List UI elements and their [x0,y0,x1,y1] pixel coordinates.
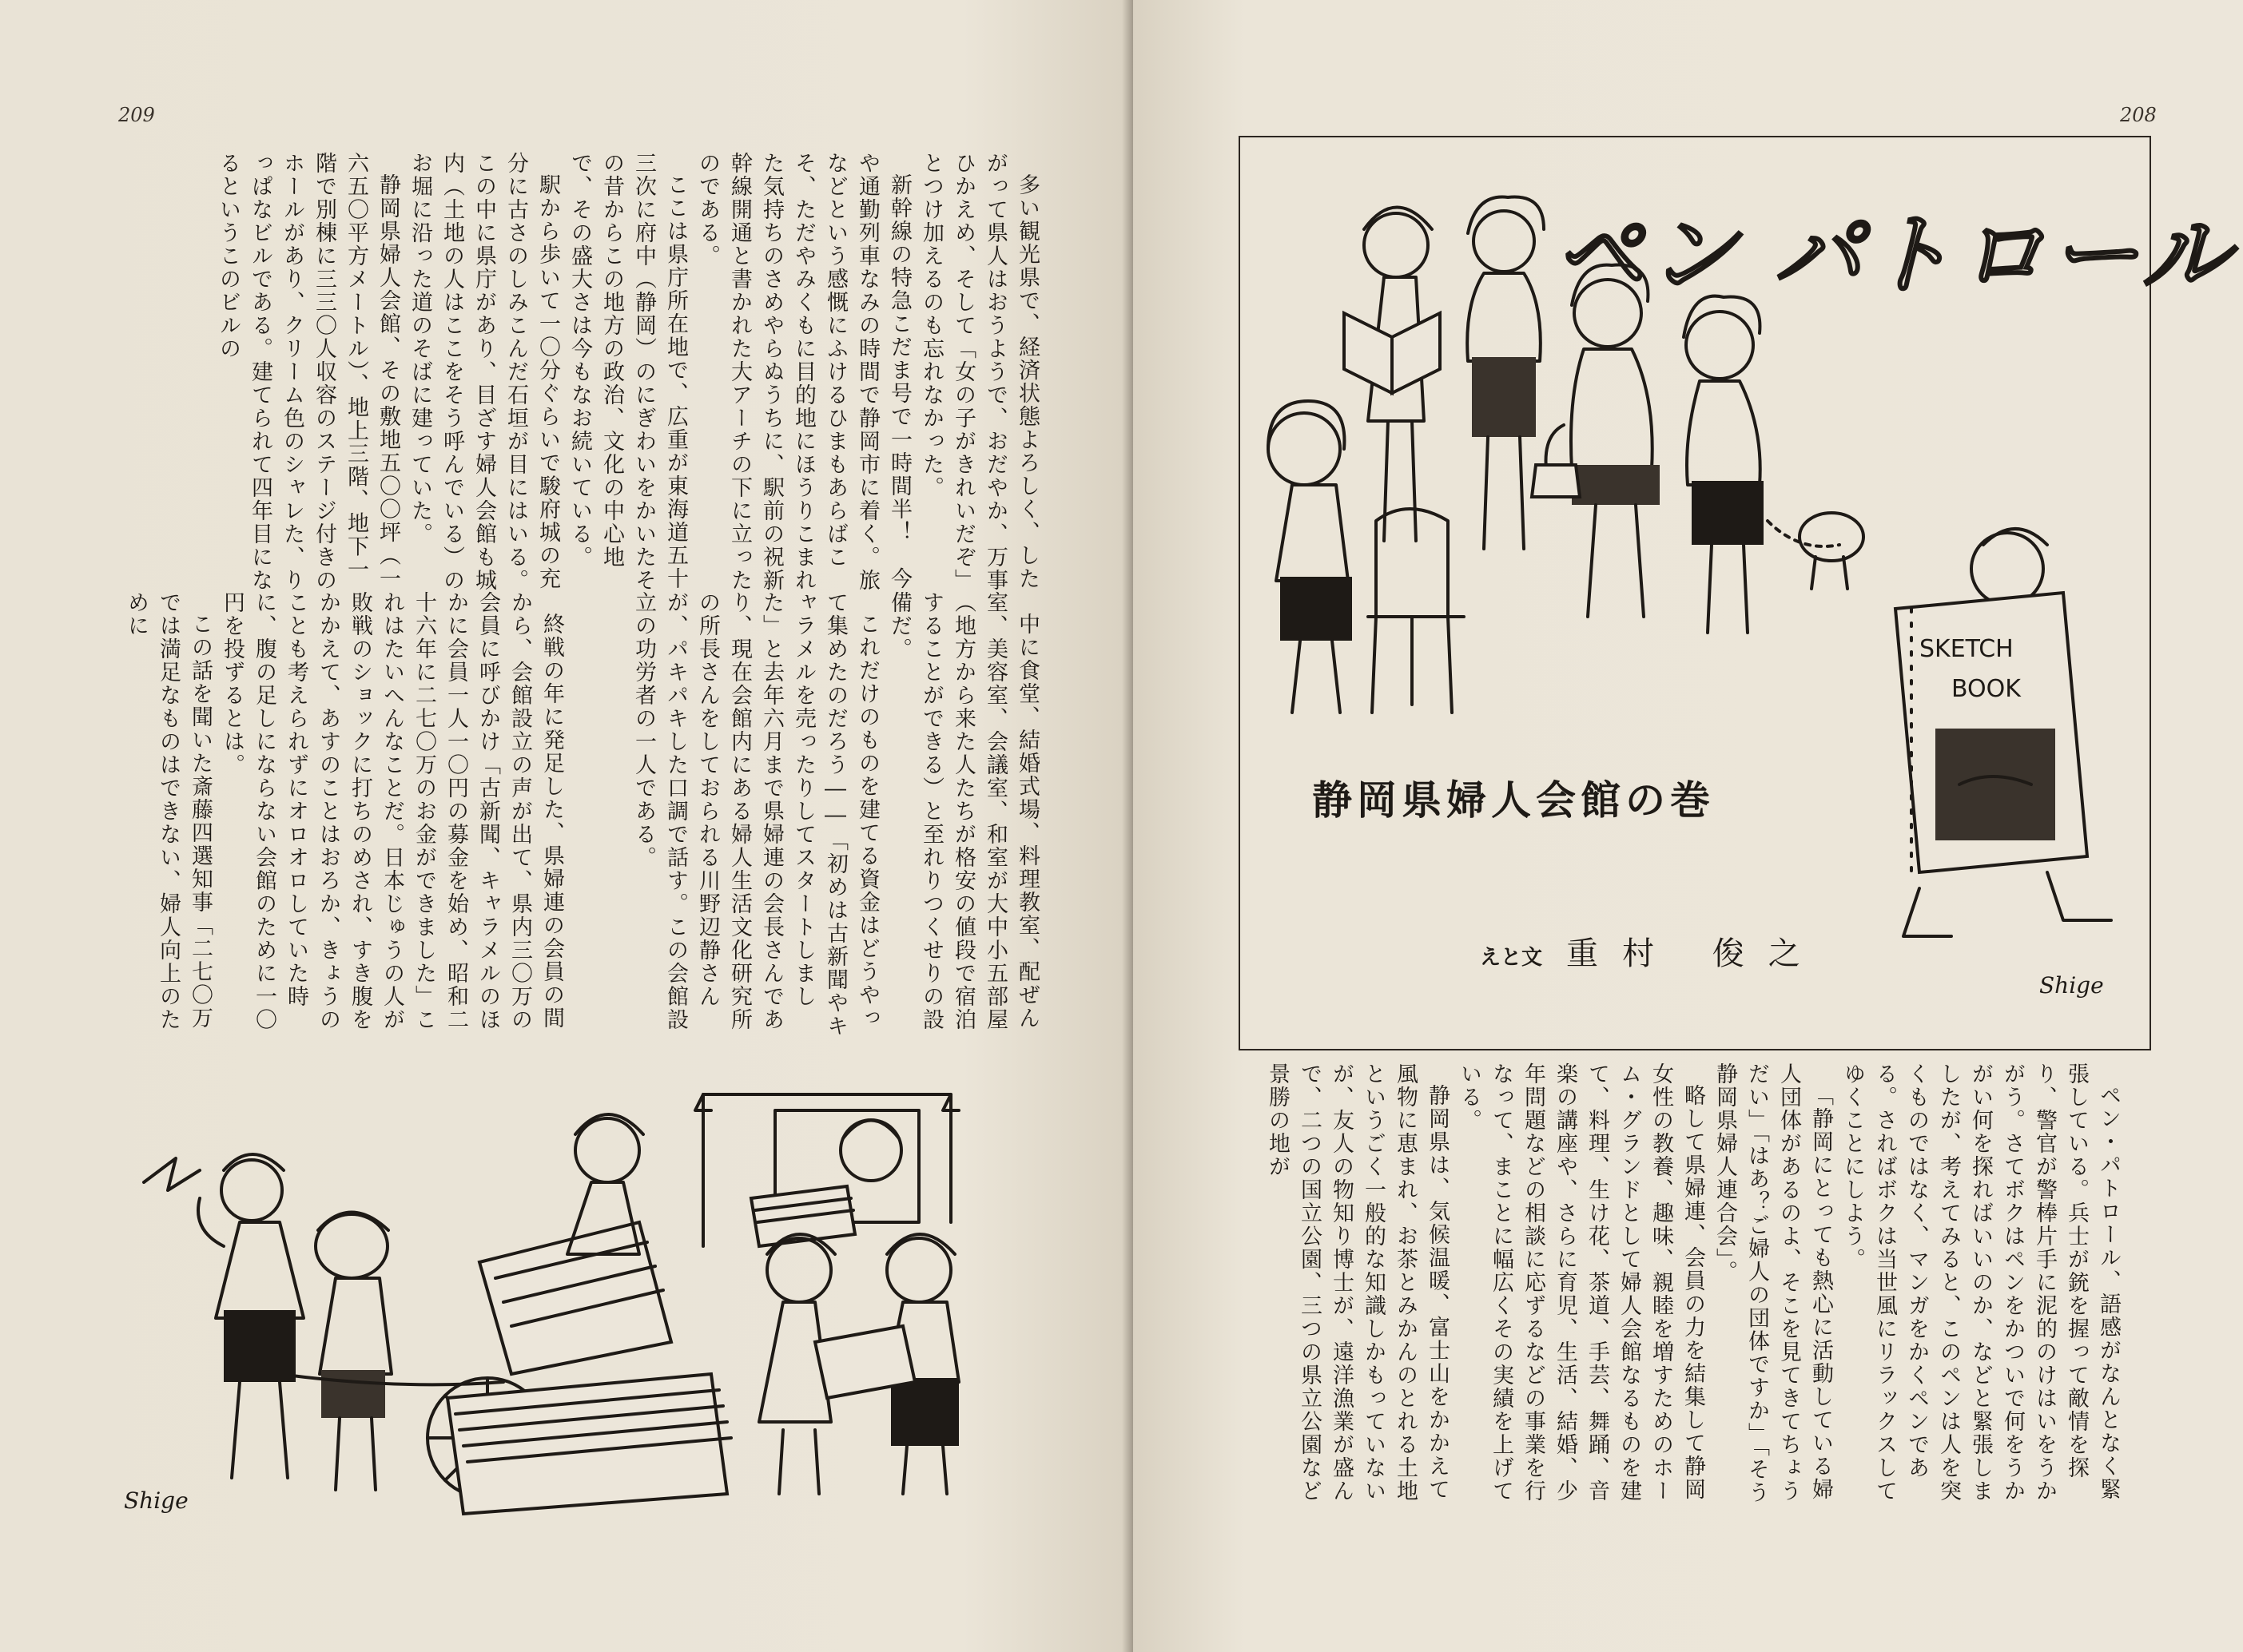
paragraph: 終戦の年に発足した、県婦連の会員の間から、会館設立の声が出て、県内三〇万の会員に呼びかけ「古新聞、キャラメルのほかに会員一人一〇円の募金を始め、昭和二十六年に二七〇万のお金ができました」これはたいへんなことだ。日本じゅうの人が敗戦のショックに打ちのめされ、すき腹をかかえて、あすのことはおろか、きょうのことも考えられずにオロオロしていた時に、腹の足しにならない会館のために一〇円を投ずるとは。 [220,591,564,1031]
paragraph: ペン・パトロール、語感がなんとなく緊張している。兵士が銃を握って敵情を探り、警官が警棒片手に泥的のけはいをうかがう。さてボクはペンをかついで何をうかがい何を探ればいいのか、などと緊張しましたが、考えてみると、このペンは人を突くものではなく、マンガをかくペンである。さればボクは当世風にリラックスしてゆくことにしよう。 [1840,1062,2121,1503]
paragraph: これだけのものを建てる資金はどうやって集めたのだろう――「初めは古新聞やキャラメルを売ったりしてスタートしました」と去年六月まで県婦連の会長さんであり、現在会館内にある婦人生活文化研究所の所長さんをしておられる川野辺静さんが、パキパキした口調で話す。この会館設立の功労者の一人である。 [631,591,880,1038]
newspaper-collection-illustration [112,1062,1055,1526]
paragraph: 略して県婦連、会員の力を結集して静岡女性の教養、趣味、親睦を増すためのホーム・グランドとして婦人会館なるものを建て、料理、生け花、茶道、手芸、舞踊、音楽の講座や、さらに育児、生活、結婚、少年問題などの相談に応ずるなどの事業を行なって、まことに幅広くその実績を上げている。 [1457,1062,1705,1503]
left-text-upper [120,152,1043,599]
paragraph: 新幹線の特急こだま号で一時間半！ 今や通勤列車なみの時間で静岡市に着く。旅などという感慨にふけるひまもあらばこそ、ただやみくもに目的地にほうりこまれた気持ちのさめやらぬうちに、駅前の祝新幹線開通と書かれた大アーチの下に立ったのである。 [695,152,912,592]
women-group-illustration [1256,185,1863,729]
illustration-signature: Shige [124,1487,189,1514]
article-title: 静岡県婦人会館の巻 [1312,777,1715,824]
paragraph: この話を聞いた斎藤四選知事「二七〇万では満足なものはできない、婦人向上のために [124,591,213,1031]
illustration-signature-right: Shige [2039,972,2104,999]
paragraph: 静岡県婦人会館、その敷地五〇〇坪（一六五〇平方メートル）、地上三階、地下一階で別棟に三三〇人収容のステージ付きのホールがあり、クリーム色のシャレた、りっぱなビルである。建てられて四年目になるというこのビルの [216,152,400,592]
sketchbook-label-sketch: SKETCH [1919,635,2014,663]
left-text-middle [587,591,1043,1038]
byline [1480,928,1824,974]
paragraph: 「静岡にとっても熱心に活動している婦人団体があるのよ、そこを見てきてちょうだい」「はあ？ご婦人の団体ですか」「そう静岡県婦人連合会」。 [1712,1062,1833,1504]
left-text-lower [120,591,567,1038]
byline-role: えと文 [1480,946,1543,970]
sketchbook-label-book: BOOK [1951,675,2021,703]
byline-author: 重村 俊之 [1566,935,1824,972]
paragraph: 中に食堂、結婚式場、料理教室、配ぜん室、美容室、会議室、和室が大中小五部屋（地方から来た人たちが格安の値段で宿泊することができる）と至れりつくせりの設備だ。 [887,591,1040,1031]
paragraph: 多い観光県で、経済状態よろしく、したがって県人はおうようで、おだやか、万事ひかえめ、そして「女の子がきれいだぞ」とつけ加えるのも忘れなかった。 [919,152,1040,592]
paragraph: 駅から歩いて一〇分ぐらいで駿府城の充分に古さのしみこんだ石垣が目にはいる。この中に県庁があり、目ざす婦人会館も城内（土地の人はここをそう呼んでいる）のお堀に沿った道のそばに建っていた。 [408,152,560,592]
right-text-column [1237,1062,2124,1510]
paragraph: 静岡県は、気候温暖、富士山をかかえて風物に恵まれ、お茶とみかんのとれる土地というごく一般的な知識しかもっていないが、友人の物知り博士が、遠洋漁業が盛んで、二つの国立公園、三つの県立公園など景勝の地が [1265,1062,1450,1503]
page-number-left: 209 [118,104,155,126]
sketchbook-character-illustration [1871,521,2135,968]
page-number-right: 208 [2120,104,2157,126]
title-box [1239,136,2234,1050]
paragraph: ここは県庁所在地で、広重が東海道五十三次に府中（静岡）のにぎわいをかいたその昔からこの地方の政治、文化の中心地で、その盛大さは今もなお続いている。 [567,152,688,592]
series-title: ペン パトロール [1556,204,2234,306]
